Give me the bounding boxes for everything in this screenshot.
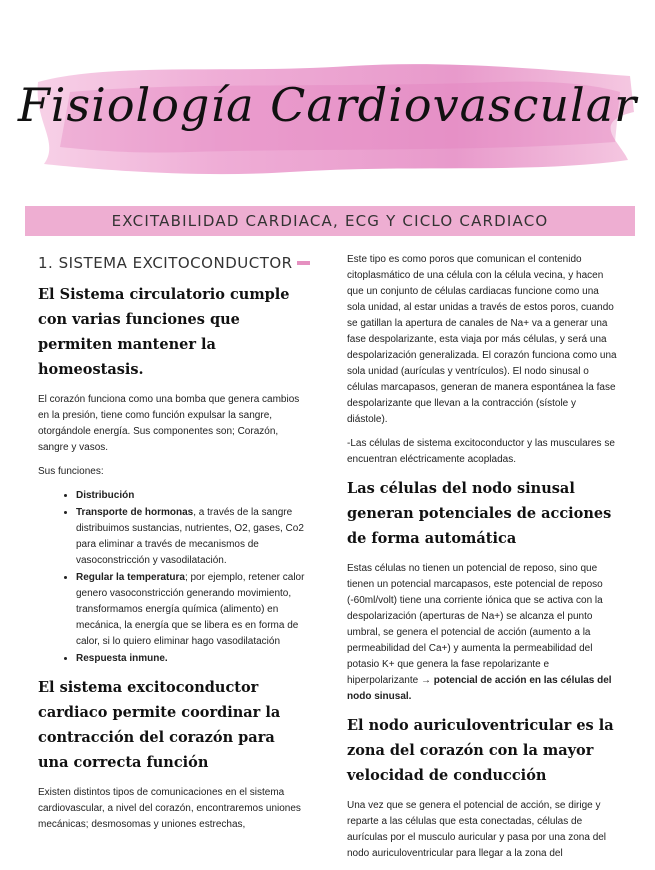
list-item [76,505,310,569]
left-paragraph-1: El corazón funciona como una bomba que genera cambios en la presión, tiene como función expulsar la sangre, otorgándole energía. Sus componentes son; Corazón, sangre y vasos. [38,394,300,453]
section-accent-line [297,261,310,265]
list-item-bold: Respuesta inmune. [76,653,168,664]
list-item-text: ; por ejemplo, retener calor genero vasoconstricción generando movimiento, transformamos energía química (alimento) en mecánica, la energía que se libera es en forma de calor, si lo quiero eliminar hago vasodilatación [76,572,305,647]
functions-label: Sus funciones: [38,466,104,477]
list-item-bold: Distribución [76,490,135,501]
section-title: 1. SISTEMA EXCITOCONDUCTOR [38,254,293,272]
list-item-text: , a través de la sangre distribuimos sustancias, nutrientes, O2, gases, Co2 para eliminar a través de mecanismos de vasoconstricción y vasodilatación. [76,507,304,566]
right-paragraph-4: Una vez que se genera el potencial de acción, se dirige y reparte a las células que esta conectadas, células de aurículas por el musculo auricular y pasa por una zona del nodo auriculoventricular para llegar a la zona del [347,800,607,859]
paragraph-text: Estas células no tienen un potencial de reposo, sino que tienen un potencial marcapasos, este potencial de reposo (-60ml/volt) tiene una corriente iónica que se activa con la despolarización (aperturas de Na+) se alcanza el punto umbral, se genera el potencial de acción (aumento a la permeabilidad del Ca+) y aumenta la permeabilidad del potasio K+ que genera la fase repolarizante e hiperpolarizante [347,563,603,686]
list-item [76,570,310,650]
list-item-bold: Transporte de hormonas [76,507,194,518]
left-paragraph-2: Existen distintos tipos de comunicaciones en el sistema cardiovascular, a nivel del corazón, encontraremos uniones mecánicas; desmosomas y uniones estrechas, [38,787,301,830]
right-heading-2: El nodo auriculoventricular es la zona del corazón con la mayor velocidad de conducción [347,717,614,784]
banner-title: EXCITABILIDAD CARDIACA, ECG Y CICLO CARDIACO [111,212,549,230]
left-heading-2: El sistema excitoconductor cardiaco permite coordinar la contracción del corazón para una correcta función [38,679,281,771]
left-column [38,250,310,841]
banner-band [25,206,635,236]
paragraph-bold-conclusion: → potencial de acción en las células del nodo sinusal. [347,675,612,702]
list-item [76,651,310,667]
right-paragraph-2: -Las células de sistema excitoconductor y las musculares se encuentran eléctricamente acopladas. [347,438,615,465]
list-item-bold: Regular la temperatura [76,572,185,583]
section-header [38,254,310,272]
right-paragraph-1: Este tipo es como poros que comunican el contenido citoplasmático de una célula con la célula vecina, y hacen que un conjunto de células cardiacas funcione como una sola unidad, al estar unidas a través de estos poros, cuando se gatillan la apertura de canales de Na+ va a generar una fase despolarizante, esta viaja por más células, y será una despolarización generalizada. El corazón funciona como una sola unidad (aurículas y ventrículos). El nodo sinusal o células marcapasos, generan de manera espontánea la fase despolarizante que llevan a la contracción (sístole y diástole). [347,254,617,425]
right-paragraph-3 [347,561,619,705]
functions-list [38,488,310,667]
left-heading-1: El Sistema circulatorio cumple con varias funciones que permiten mantener la homeostasis. [38,286,290,378]
right-column [347,252,619,870]
document-title: Fisiología Cardiovascular [17,78,638,132]
right-heading-1: Las células del nodo sinusal generan potenciales de acciones de forma automática [347,480,612,547]
list-item [76,488,310,504]
